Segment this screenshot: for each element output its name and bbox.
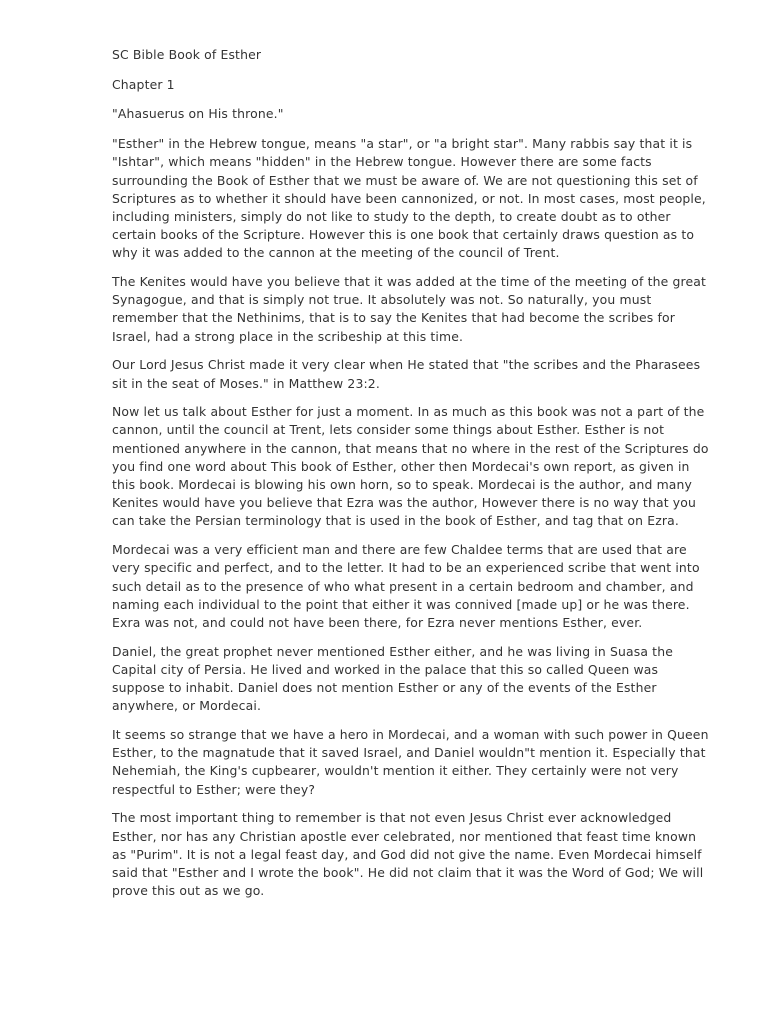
paragraph: It seems so strange that we have a hero in Mordecai, and a woman with such power in Queen Esther, to the magnatude that it saved Israel, and Daniel wouldn"t mention it. Especially that Nehemiah, the King's cupbearer, wouldn't mention it either. They certainly were not very respectful to Esther; were they? <box>112 727 709 797</box>
paragraph: Now let us talk about Esther for just a moment. In as much as this book was not a part of the cannon, until the council at Trent, lets consider some things about Esther. Esther is not mentioned anywhere in the cannon, that means that no where in the rest of the Scriptures do you find one word about This book of Esther, other then Mordecai's own report, as given in this book. Mordecai is blowing his own horn, so to speak. Mordecai is the author, and many Kenites would have you believe that Ezra was the author, However there is no way that you can take the Persian terminology that is used in the book of Esther, and tag that on Ezra. <box>112 404 709 529</box>
document-title: SC Bible Book of Esther <box>112 47 262 62</box>
paragraph: The Kenites would have you believe that it was added at the time of the meeting of the great Synagogue, and that is simply not true. It absolutely was not. So naturally, you must remember that the Nethinims, that is to say the Kenites that had become the scribes for Israel, had a strong place in the scribeship at this time. <box>112 274 706 344</box>
paragraph: "Esther" in the Hebrew tongue, means "a star", or "a bright star". Many rabbis say that it is "Ishtar", which means "hidden" in the Hebrew tongue. However there are some facts surrounding the Book of Esther that we must be aware of. We are not questioning this set of Scriptures as to whether it should have been cannonized, or not. In most cases, most people, including ministers, simply do not like to study to the depth, to create doubt as to other certain books of the Scripture. However this is one book that certainly draws question as to why it was added to the cannon at the meeting of the council of Trent. <box>112 136 706 261</box>
paragraph: Daniel, the great prophet never mentioned Esther either, and he was living in Suasa the Capital city of Persia. He lived and worked in the palace that this so called Queen was suppose to inhabit. Daniel does not mention Esther or any of the events of the Esther anywhere, or Mordecai. <box>112 643 673 714</box>
paragraph: The most important thing to remember is that not even Jesus Christ ever acknowledged Esther, nor has any Christian apostle ever celebrated, nor mentioned that feast time known as "Purim". It is not a legal feast day, and God did not give the name. Even Mordecai himself said that "Esther and I wrote the book". He did not claim that it was the Word of God; We will prove this out as we go. <box>112 810 704 899</box>
document-body <box>112 46 712 911</box>
chapter-heading: Chapter 1 <box>112 76 175 92</box>
chapter-subtitle: "Ahasuerus on His throne." <box>112 106 284 122</box>
paragraph: Mordecai was a very efficient man and there are few Chaldee terms that are used that are very specific and perfect, and to the letter. It had to be an experienced scribe that went into such detail as to the presence of who what present in a certain bedroom and chamber, and naming each individual to the point that either it was connived [made up] or he was there. Exra was not, and could not have been there, for Ezra never mentions Esther, ever. <box>112 542 700 630</box>
paragraph: Our Lord Jesus Christ made it very clear when He stated that "the scribes and the Pharasees sit in the seat of Moses." in Matthew 23:2. <box>112 357 701 391</box>
